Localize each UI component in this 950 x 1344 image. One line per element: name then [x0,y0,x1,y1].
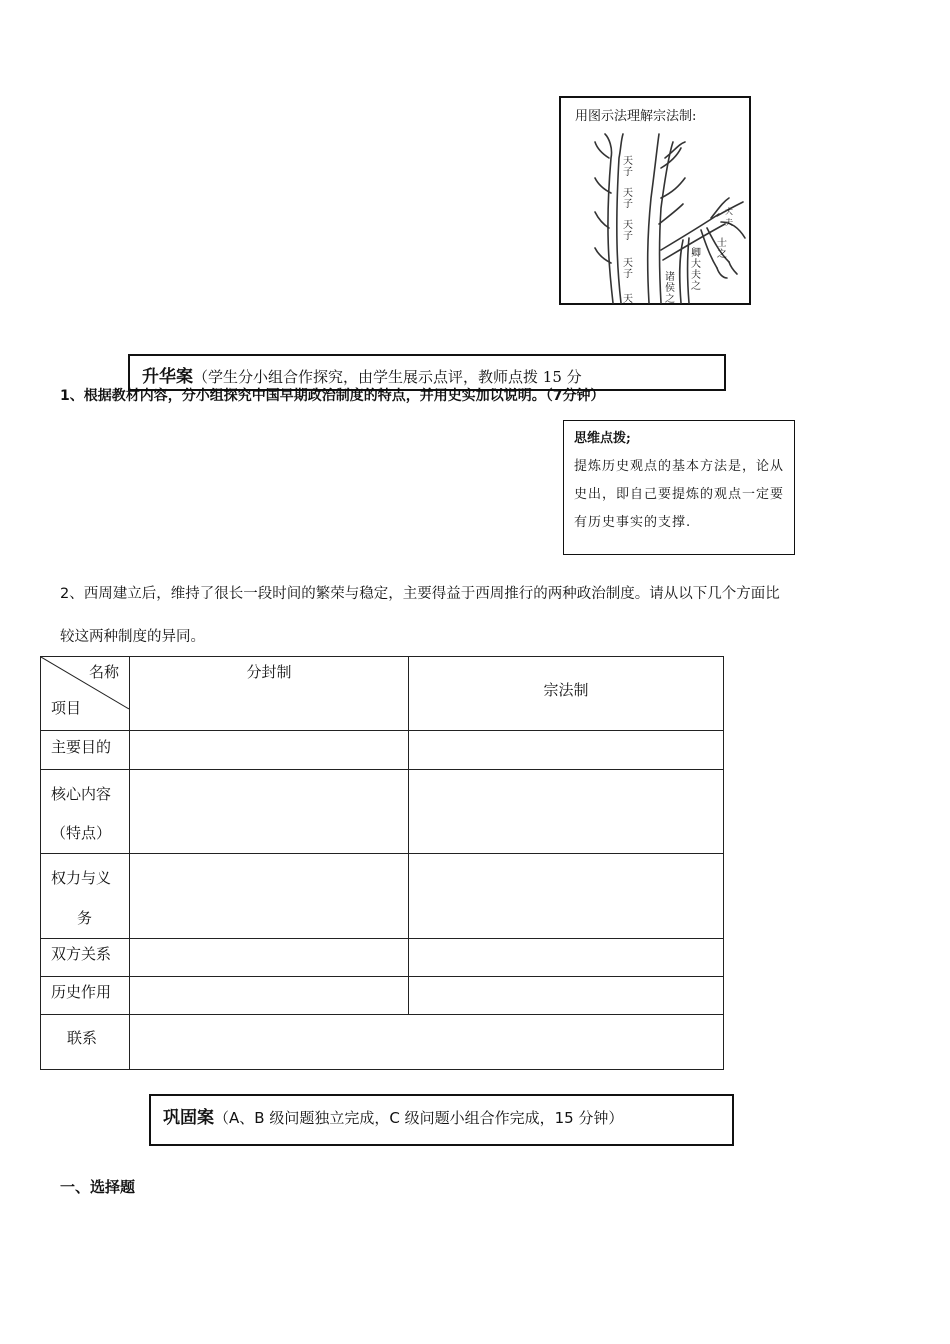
corner-bottom-label: 项目 [51,699,82,717]
label-zhuhou: 诸侯之 [665,272,675,305]
label-tianzi-4: 天子 [623,258,633,280]
label-tian-5: 天 [623,294,633,305]
label-dafu: 大夫 [725,207,733,227]
table-cell[interactable] [409,939,724,977]
banner-gonggu-subtitle: （A、B 级问题独立完成，C 级问题小组合作完成，15 分钟） [214,1109,624,1127]
row-label: 历史作用 [41,977,130,1015]
table-row [41,770,724,854]
table-cell[interactable] [130,770,409,854]
question-1: 1、根据教材内容，分小组探究中国早期政治制度的特点，并用史实加以说明。（7分钟） [60,388,605,404]
row-label: 主要目的 [41,731,130,770]
tip-title: 思维点拨; [574,431,631,446]
label-qingdafu: 卿大夫之 [691,248,701,292]
banner-gonggu [149,1094,734,1146]
tip-body: 提炼历史观点的基本方法是，论从史出，即自己要提炼的观点一定要有历史事实的支撑. [574,459,785,530]
table-cell[interactable] [409,770,724,854]
diagram-title: 用图示法理解宗法制: [575,109,697,124]
row-label: 权力与义 务 [41,854,130,939]
table-row [41,854,724,939]
header-fenfeng: 分封制 [130,657,409,731]
label-shi: 士之 [717,238,727,260]
row-label: 联系 [41,1015,130,1070]
banner-shenghua-subtitle: （学生分小组合作探究，由学生展示点评，教师点拨 15 分 [193,368,582,386]
question-2-line-1: 2、西周建立后，维持了很长一段时间的繁荣与稳定，主要得益于西周推行的两种政治制度。请从以下几个方面比 [60,586,780,602]
label-tianzi-3: 天子 [623,220,633,242]
header-zongfa: 宗法制 [409,657,724,731]
tree-diagram [561,98,751,305]
banner-gonggu-title: 巩固案 [163,1108,214,1128]
table-corner-cell [41,657,130,731]
table-cell[interactable] [409,977,724,1015]
section-heading: 一、选择题 [60,1178,136,1196]
diagram-box [559,96,751,305]
row-label: 双方关系 [41,939,130,977]
table-row [41,939,724,977]
table-row [41,731,724,770]
table-cell-merged[interactable] [130,1015,724,1070]
table-cell[interactable] [409,854,724,939]
table-row [41,1015,724,1070]
table-cell[interactable] [130,939,409,977]
table-row [41,977,724,1015]
thinking-tip-box [563,420,795,555]
row-label: 核心内容 （特点） [41,770,130,854]
table-cell[interactable] [130,977,409,1015]
table-cell[interactable] [130,854,409,939]
label-tianzi-1: 天子 [623,156,633,178]
comparison-table [40,656,724,1070]
question-2-line-2: 较这两种制度的异同。 [60,629,205,645]
banner-shenghua-title: 升华案 [142,367,193,387]
trunk-line [605,134,613,303]
corner-top-label: 名称 [88,663,119,681]
table-cell[interactable] [409,731,724,770]
label-tianzi-2: 天子 [623,188,633,210]
table-cell[interactable] [130,731,409,770]
